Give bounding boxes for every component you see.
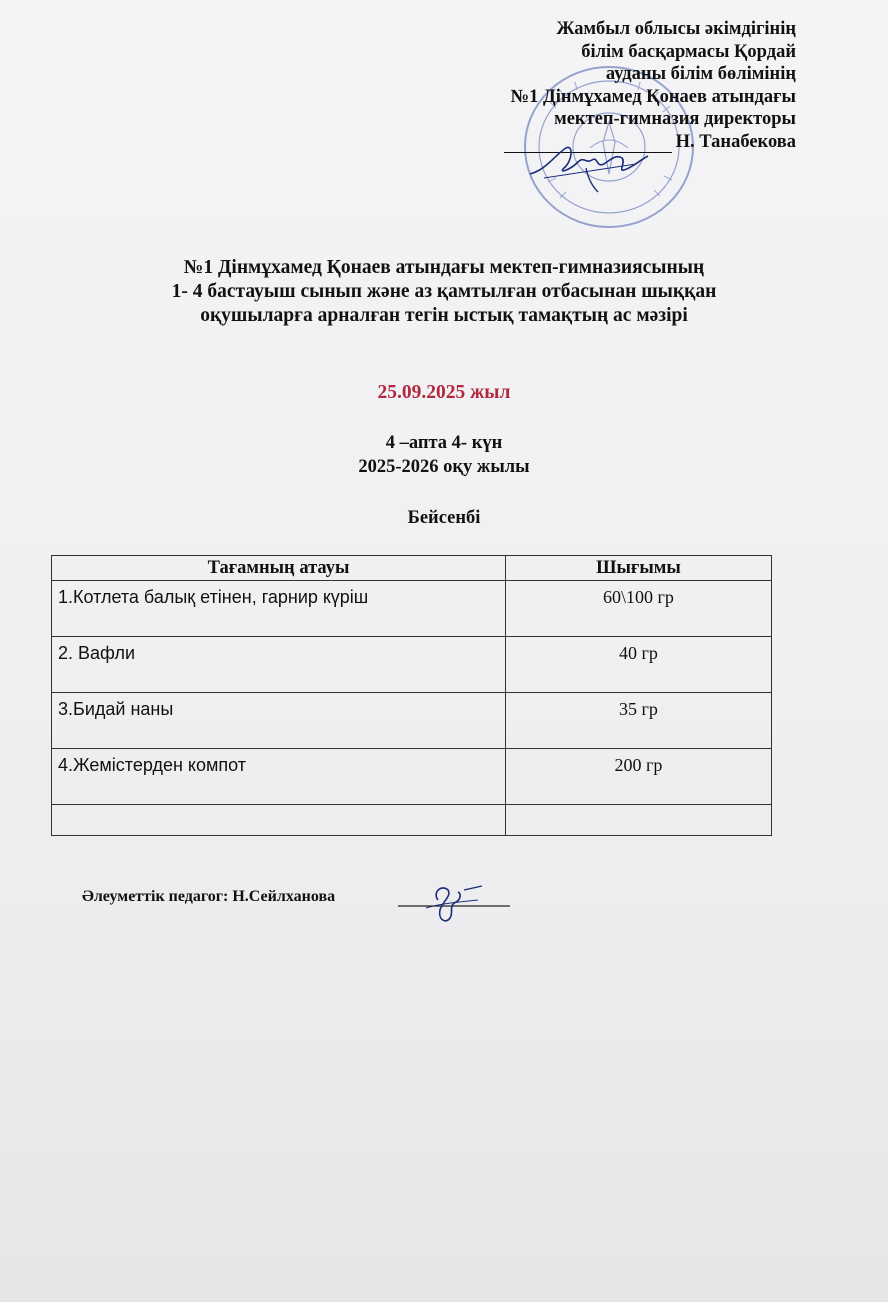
school-year: 2025-2026 оқу жылы [358, 457, 530, 477]
approval-line-4: №1 Дінмұхамед Қонаев атындағы [510, 86, 796, 107]
pedagogue-name: Н.Сейлханова [232, 888, 336, 905]
approval-line-1: Жамбыл облысы әкімдігінің [556, 19, 796, 39]
pedagogue-signature [398, 872, 510, 930]
dish-yield: 60\100 гр [506, 581, 772, 637]
approval-line-5: мектеп-гимназия директоры [554, 109, 796, 129]
dish-name: 2. Вафли [52, 637, 506, 693]
dish-name: 1.Котлета балық етінен, гарнир күріш [52, 581, 506, 637]
title-line-3: оқушыларға арналған тегін ыстық тамақтың ас мәзірі [200, 305, 688, 326]
director-name: Н. Танабекова [675, 131, 796, 152]
header-yield: Шығымы [506, 556, 772, 581]
table-header-row [52, 556, 772, 581]
table-row [52, 637, 772, 693]
approval-block [504, 18, 796, 153]
table-row [52, 749, 772, 805]
weekday: Бейсенбі [407, 508, 481, 528]
approval-line-3: ауданы білім бөлімінің [605, 64, 796, 84]
table-row-empty [52, 805, 772, 836]
approval-line-2: білім басқармасы Қордай [581, 41, 796, 62]
document-title [0, 256, 888, 328]
dish-yield [506, 805, 772, 836]
dish-yield: 40 гр [506, 637, 772, 693]
dish-yield: 35 гр [506, 693, 772, 749]
dish-name: 3.Бидай наны [52, 693, 506, 749]
menu-table [51, 555, 772, 836]
dish-name: 4.Жемістерден компот [52, 749, 506, 805]
dish-name [52, 805, 506, 836]
dish-yield: 200 гр [506, 749, 772, 805]
menu-date: 25.09.2025 жыл [377, 382, 511, 403]
table-row [52, 693, 772, 749]
week-info [0, 431, 888, 479]
header-dish-name: Тағамның атауы [52, 556, 506, 581]
week-day-number: 4 –апта 4- күн [385, 433, 503, 453]
table-row [52, 581, 772, 637]
title-line-1: №1 Дінмұхамед Қонаев атындағы мектеп-гимназиясының [183, 257, 705, 278]
social-pedagogue-line [82, 888, 335, 906]
pedagogue-role: Әлеуметтік педагог: [82, 888, 229, 905]
title-line-2: 1- 4 бастауыш сынып және аз қамтылған отбасынан шыққан [171, 281, 717, 302]
director-signature [526, 134, 656, 196]
